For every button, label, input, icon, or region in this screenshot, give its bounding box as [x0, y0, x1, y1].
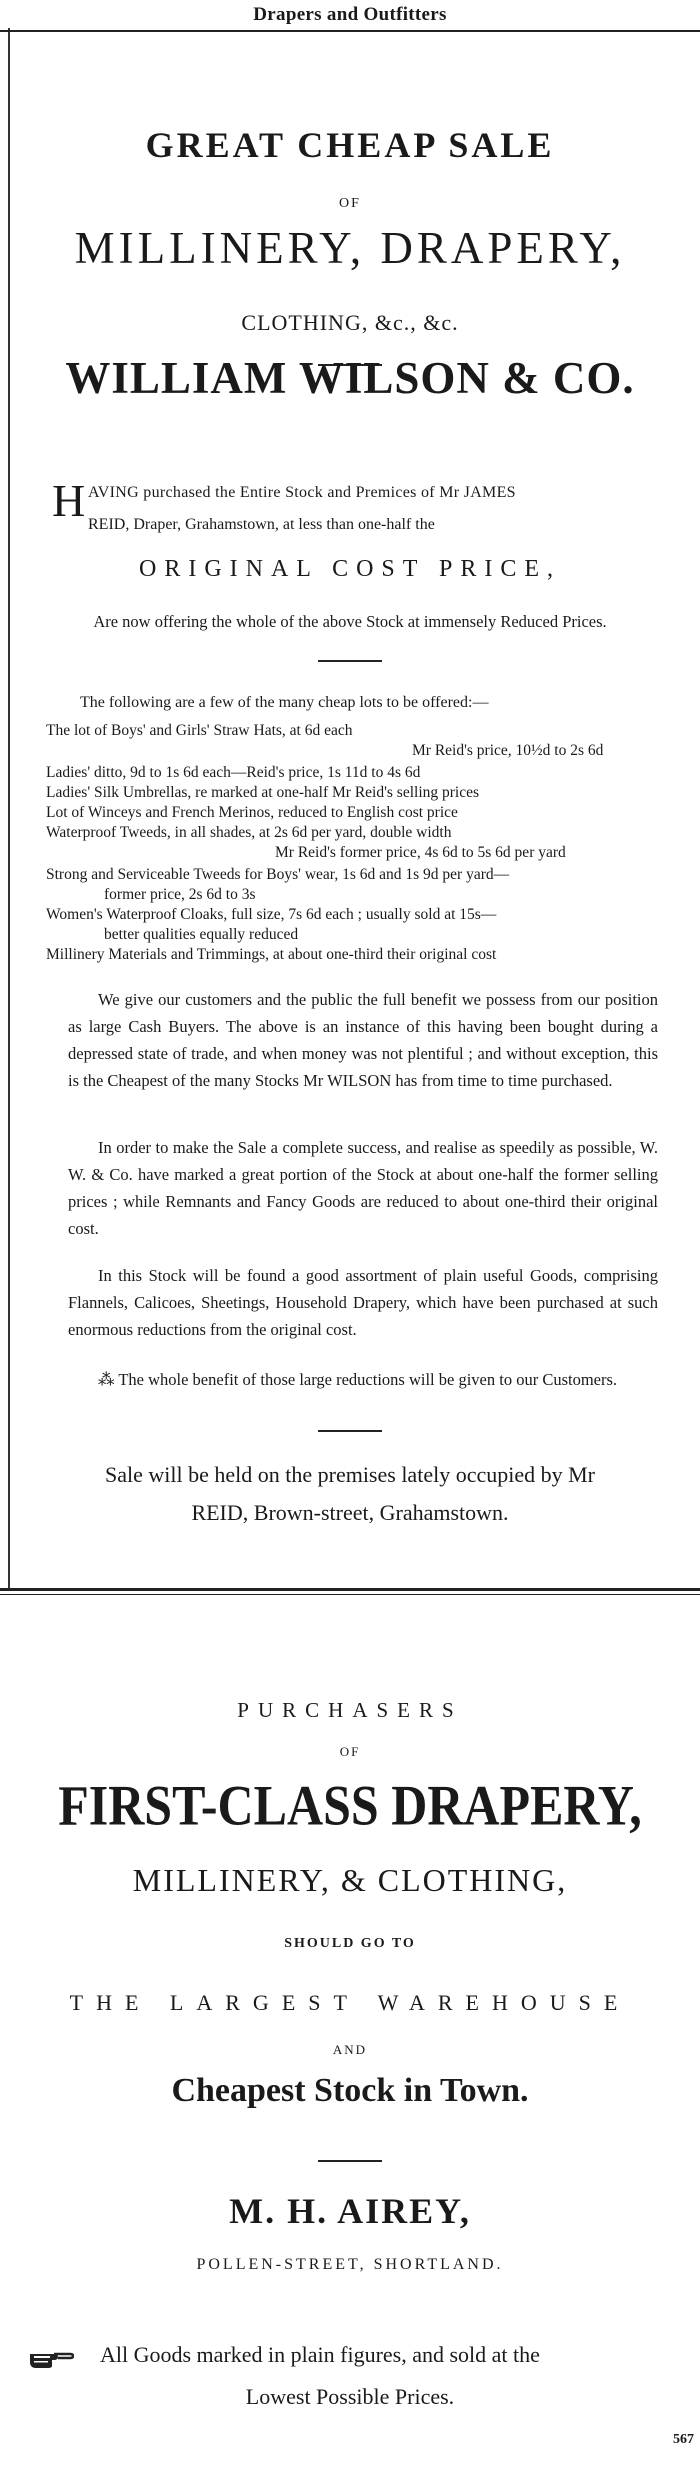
goods-line-2: Lowest Possible Prices.	[245, 2384, 455, 2409]
ad2-millinery: MILLINERY, & CLOTHING,	[132, 1862, 568, 1898]
lot-line: The lot of Boys' and Girls' Straw Hats, at 6d each	[46, 722, 353, 739]
lot-line: Mr Reid's former price, 4s 6d to 5s 6d per yard	[275, 844, 566, 861]
ad2-cheapest: Cheapest Stock in Town.	[171, 2072, 529, 2109]
lots-intro: The following are a few of the many cheap lots to be offered:—	[80, 694, 489, 711]
lot-line: Ladies' Silk Umbrellas, re marked at one-half Mr Reid's selling prices	[46, 784, 480, 801]
paragraph	[68, 986, 658, 1094]
sale-line-1: Sale will be held on the premises lately occupied by Mr	[105, 1462, 595, 1487]
asterism: ⁂	[98, 1370, 115, 1389]
ad1-of: OF	[339, 196, 361, 211]
lot-line: Mr Reid's price, 10½d to 2s 6d	[412, 742, 604, 759]
ad-separator	[0, 1594, 700, 1595]
sale-line-2: REID, Brown-street, Grahamstown.	[191, 1500, 509, 1525]
divider	[318, 2160, 382, 2162]
intro-line-2: REID, Draper, Grahamstown, at less than one-half the	[88, 516, 435, 533]
page-number: 567	[673, 2432, 694, 2447]
ad2-first-class: FIRST-CLASS DRAPERY,	[58, 1772, 642, 1838]
lot-line: better qualities equally reduced	[104, 926, 299, 943]
lot-line: former price, 2s 6d to 3s	[104, 886, 256, 903]
ad2-should-go: SHOULD GO TO	[284, 1936, 416, 1951]
header-rule	[0, 30, 700, 32]
pointing-hand-icon	[28, 2346, 74, 2370]
intro-line-1: AVING purchased the Entire Stock and Premices of Mr JAMES	[88, 484, 516, 501]
paragraph-text: In this Stock will be found a good assortment of plain useful Goods, comprising Flannels, Calicoes, Sheetings, Household Drapery, which have been purchased at such enormous reductions from the original cost.	[68, 1266, 658, 1339]
ad2-warehouse: THE LARGEST WAREHOUSE	[69, 1990, 631, 2015]
ad1-headline: GREAT CHEAP SALE	[145, 125, 555, 165]
section-header: Drapers and Outfitters	[253, 4, 447, 25]
lot-line: Ladies' ditto, 9d to 1s 6d each—Reid's price, 1s 11d to 4s 6d	[46, 764, 421, 781]
offer-line: Are now offering the whole of the above Stock at immensely Reduced Prices.	[93, 612, 607, 631]
paragraph	[68, 1134, 658, 1242]
ad2-and: AND	[332, 2042, 368, 2057]
ad1-subject: MILLINERY, DRAPERY,	[74, 223, 626, 273]
lot-line: Women's Waterproof Cloaks, full size, 7s 6d each ; usually sold at 15s—	[46, 906, 497, 923]
divider	[318, 1430, 382, 1432]
ad2-purchasers: PURCHASERS	[237, 1698, 463, 1722]
original-cost-price: ORIGINAL COST PRICE,	[138, 556, 562, 582]
ad2-firm-name: M. H. AIREY,	[229, 2191, 471, 2231]
paragraph-text: The whole benefit of those large reductions will be given to our Customers.	[118, 1370, 618, 1389]
goods-line-1: All Goods marked in plain figures, and sold at the	[100, 2342, 540, 2367]
lot-line: Lot of Winceys and French Merinos, reduced to English cost price	[46, 804, 458, 821]
ad1-firm-name: WILLIAM WILSON & CO.	[65, 353, 635, 403]
paragraph	[68, 1262, 658, 1343]
paragraph-text: We give our customers and the public the full benefit we possess from our position as large Cash Buyers. The above is an instance of this having been bought during a depressed state of trade, and when money was not plentiful ; and without exception, this is the Cheapest of the many Stocks Mr WILSON has from time to time purchased.	[68, 990, 658, 1090]
lot-line: Strong and Serviceable Tweeds for Boys' wear, 1s 6d and 1s 9d per yard—	[46, 866, 510, 883]
divider	[318, 660, 382, 662]
ad2-of: OF	[339, 1744, 361, 1759]
paragraph	[68, 1366, 658, 1393]
ad1-clothing: CLOTHING, &c., &c.	[241, 310, 459, 335]
drop-cap: H	[52, 475, 86, 526]
lot-line: Millinery Materials and Trimmings, at about one-third their original cost	[46, 946, 497, 963]
ad2-address: POLLEN-STREET, SHORTLAND.	[196, 2256, 504, 2273]
paragraph-text: In order to make the Sale a complete success, and realise as speedily as possible, W. W. & Co. have marked a great portion of the Stock at about one-half the former selling prices ; while Remnants and Fancy Goods are reduced to about one-third their original cost.	[68, 1138, 658, 1238]
ad-separator	[0, 1588, 700, 1591]
lot-line: Waterproof Tweeds, in all shades, at 2s 6d per yard, double width	[46, 824, 452, 841]
